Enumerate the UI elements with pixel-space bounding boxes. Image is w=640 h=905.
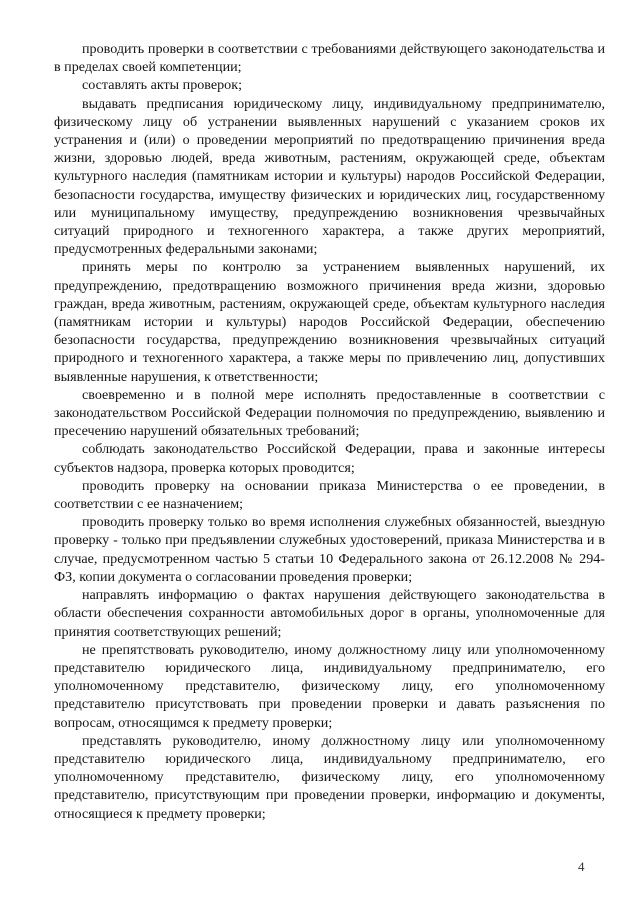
paragraph-observe-legislation: соблюдать законодательство Российской Федерации, права и законные интересы субъектов надзора, проверка которых проводится; bbox=[54, 441, 605, 476]
paragraph-exercise-powers: своевременно и в полной мере исполнять предоставленные в соответствии с законодательством Российской Федерации полномочия по предупреждению, выявлению и пресечению нарушений обязательных требований; bbox=[54, 386, 605, 440]
page-number: 4 bbox=[578, 859, 585, 874]
paragraph-draw-up-acts: составлять акты проверок; bbox=[82, 77, 242, 94]
paragraph-provide-information: представлять руководителю, иному должностному лицу или уполномоченному представителю юридического лица, индивидуальному предпринимателю, его уполномоченному представителю, физическому лицу, его уполномоченному представителю, присутствующим при проведении проверки, информацию и документы, относящиеся к предмету проверки; bbox=[54, 732, 605, 822]
document-body bbox=[54, 40, 605, 823]
paragraph-inspection-during-duties: проводить проверку только во время исполнения служебных обязанностей, выездную проверку - только при предъявлении служебных удостоверений, приказа Министерства и в случае, предусмотренном частью 5 статьи 10 Федерального закона от 26.12.2008 № 294-ФЗ, копии документа о согласовании проведения проверки; bbox=[54, 514, 605, 585]
paragraph-not-obstruct: не препятствовать руководителю, иному должностному лицу или уполномоченному представителю юридического лица, индивидуальному предпринимателю, его уполномоченному представителю, физическому лицу, его уполномоченному представителю присутствовать при проведении проверки и давать разъяснения по вопросам, относящимся к предмету проверки; bbox=[54, 641, 605, 731]
paragraph-take-measures: принять меры по контролю за устранением выявленных нарушений, их предупреждению, предотвращению возможного причинения вреда жизни, здоровью граждан, вреда животным, растениям, окружающей среде, объектам культурного наследия (памятникам истории и культуры) народов Российской Федерации, обеспечению безопасности государства, предупреждению возникновения чрезвычайных ситуаций природного и техногенного характера, а также меры по привлечению лиц, допустивших выявленные нарушения, к ответственности; bbox=[54, 259, 605, 385]
paragraph-inspection-by-order: проводить проверку на основании приказа Министерства о ее проведении, в соответствии с ее назначением; bbox=[54, 477, 605, 513]
paragraph-issue-orders: выдавать предписания юридическому лицу, индивидуальному предпринимателю, физическому лицу об устранении выявленных нарушений с указанием сроков их устранения и (или) о проведении мероприятий по предотвращению причинения вреда жизни, здоровью людей, вреда животным, растениям, окружающей среде, объектам культурного наследия (памятникам истории и культуры) народов Российской Федерации, безопасности государства, имуществу физических и юридических лиц, государственному или муниципальному имуществу, предупреждению возникновения чрезвычайных ситуаций природного и техногенного характера, а также других мероприятий, предусмотренных федеральными законами; bbox=[54, 95, 605, 258]
paragraph-conduct-inspections: проводить проверки в соответствии с требованиями действующего законодательства и в пределах своей компетенции; bbox=[54, 41, 605, 76]
paragraph-send-information: направлять информацию о фактах нарушения действующего законодательства в области обеспечения сохранности автомобильных дорог в органы, уполномоченные для принятия соответствующих решений; bbox=[54, 587, 605, 640]
